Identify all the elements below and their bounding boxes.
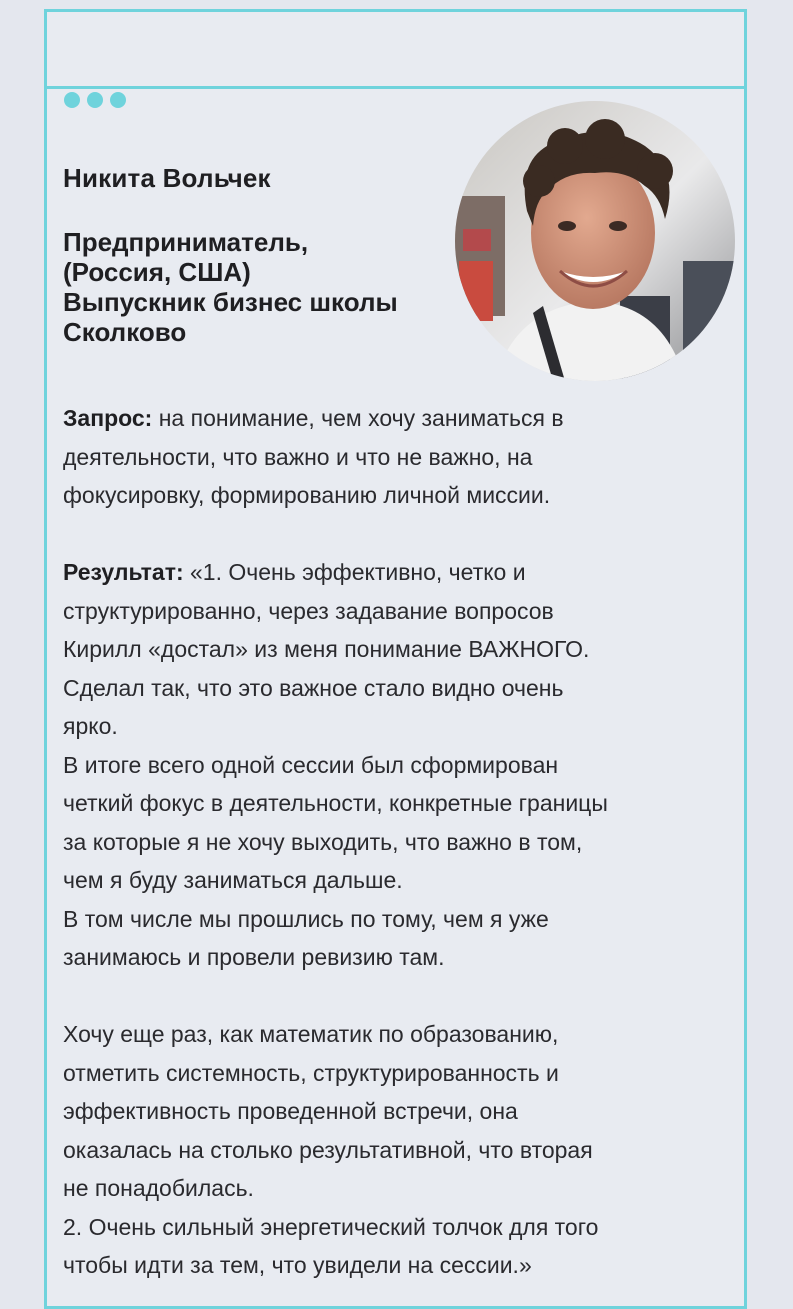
person-name: Никита Вольчек bbox=[63, 163, 271, 193]
request-paragraph bbox=[63, 399, 733, 515]
person-role: Предприниматель, (Россия, США) Выпускник бизнес школы Сколково bbox=[63, 227, 398, 347]
dot-icon bbox=[110, 92, 126, 108]
dots-decoration bbox=[64, 92, 126, 108]
request-label: Запрос: bbox=[63, 405, 153, 431]
dot-icon bbox=[64, 92, 80, 108]
testimonial-body bbox=[63, 399, 733, 1285]
dot-icon bbox=[87, 92, 103, 108]
request-text: на понимание, чем хочу заниматься в деятельности, что важно и что не важно, на фокусировку, формированию личной миссии. bbox=[63, 405, 564, 508]
closing-paragraph: Хочу еще раз, как математик по образованию, отметить системность, структурированность и эффективность проведенной встречи, она оказалась на столько результативной, что вторая не понадобилась. 2. Очень сильный энергетический толчок для того чтобы идти за тем, что увидели на сессии.» bbox=[63, 1021, 599, 1278]
result-label: Результат: bbox=[63, 559, 184, 585]
result-text: «1. Очень эффективно, четко и структурированно, через задавание вопросов Кирилл «достал» из меня понимание ВАЖНОГО. Сделал так, что это важное стало видно очень ярко. В итоге всего одной сессии был сформирован четкий фокус в деятельности, конкретные границы за которые я не хочу выходить, что важно в том, чем я буду заниматься дальше. В том числе мы прошлись по тому, чем я уже занимаюсь и провели ревизию там. bbox=[63, 559, 608, 970]
result-paragraph bbox=[63, 553, 733, 977]
card-header bbox=[47, 12, 744, 89]
avatar bbox=[455, 101, 735, 381]
avatar-photo bbox=[455, 101, 735, 381]
